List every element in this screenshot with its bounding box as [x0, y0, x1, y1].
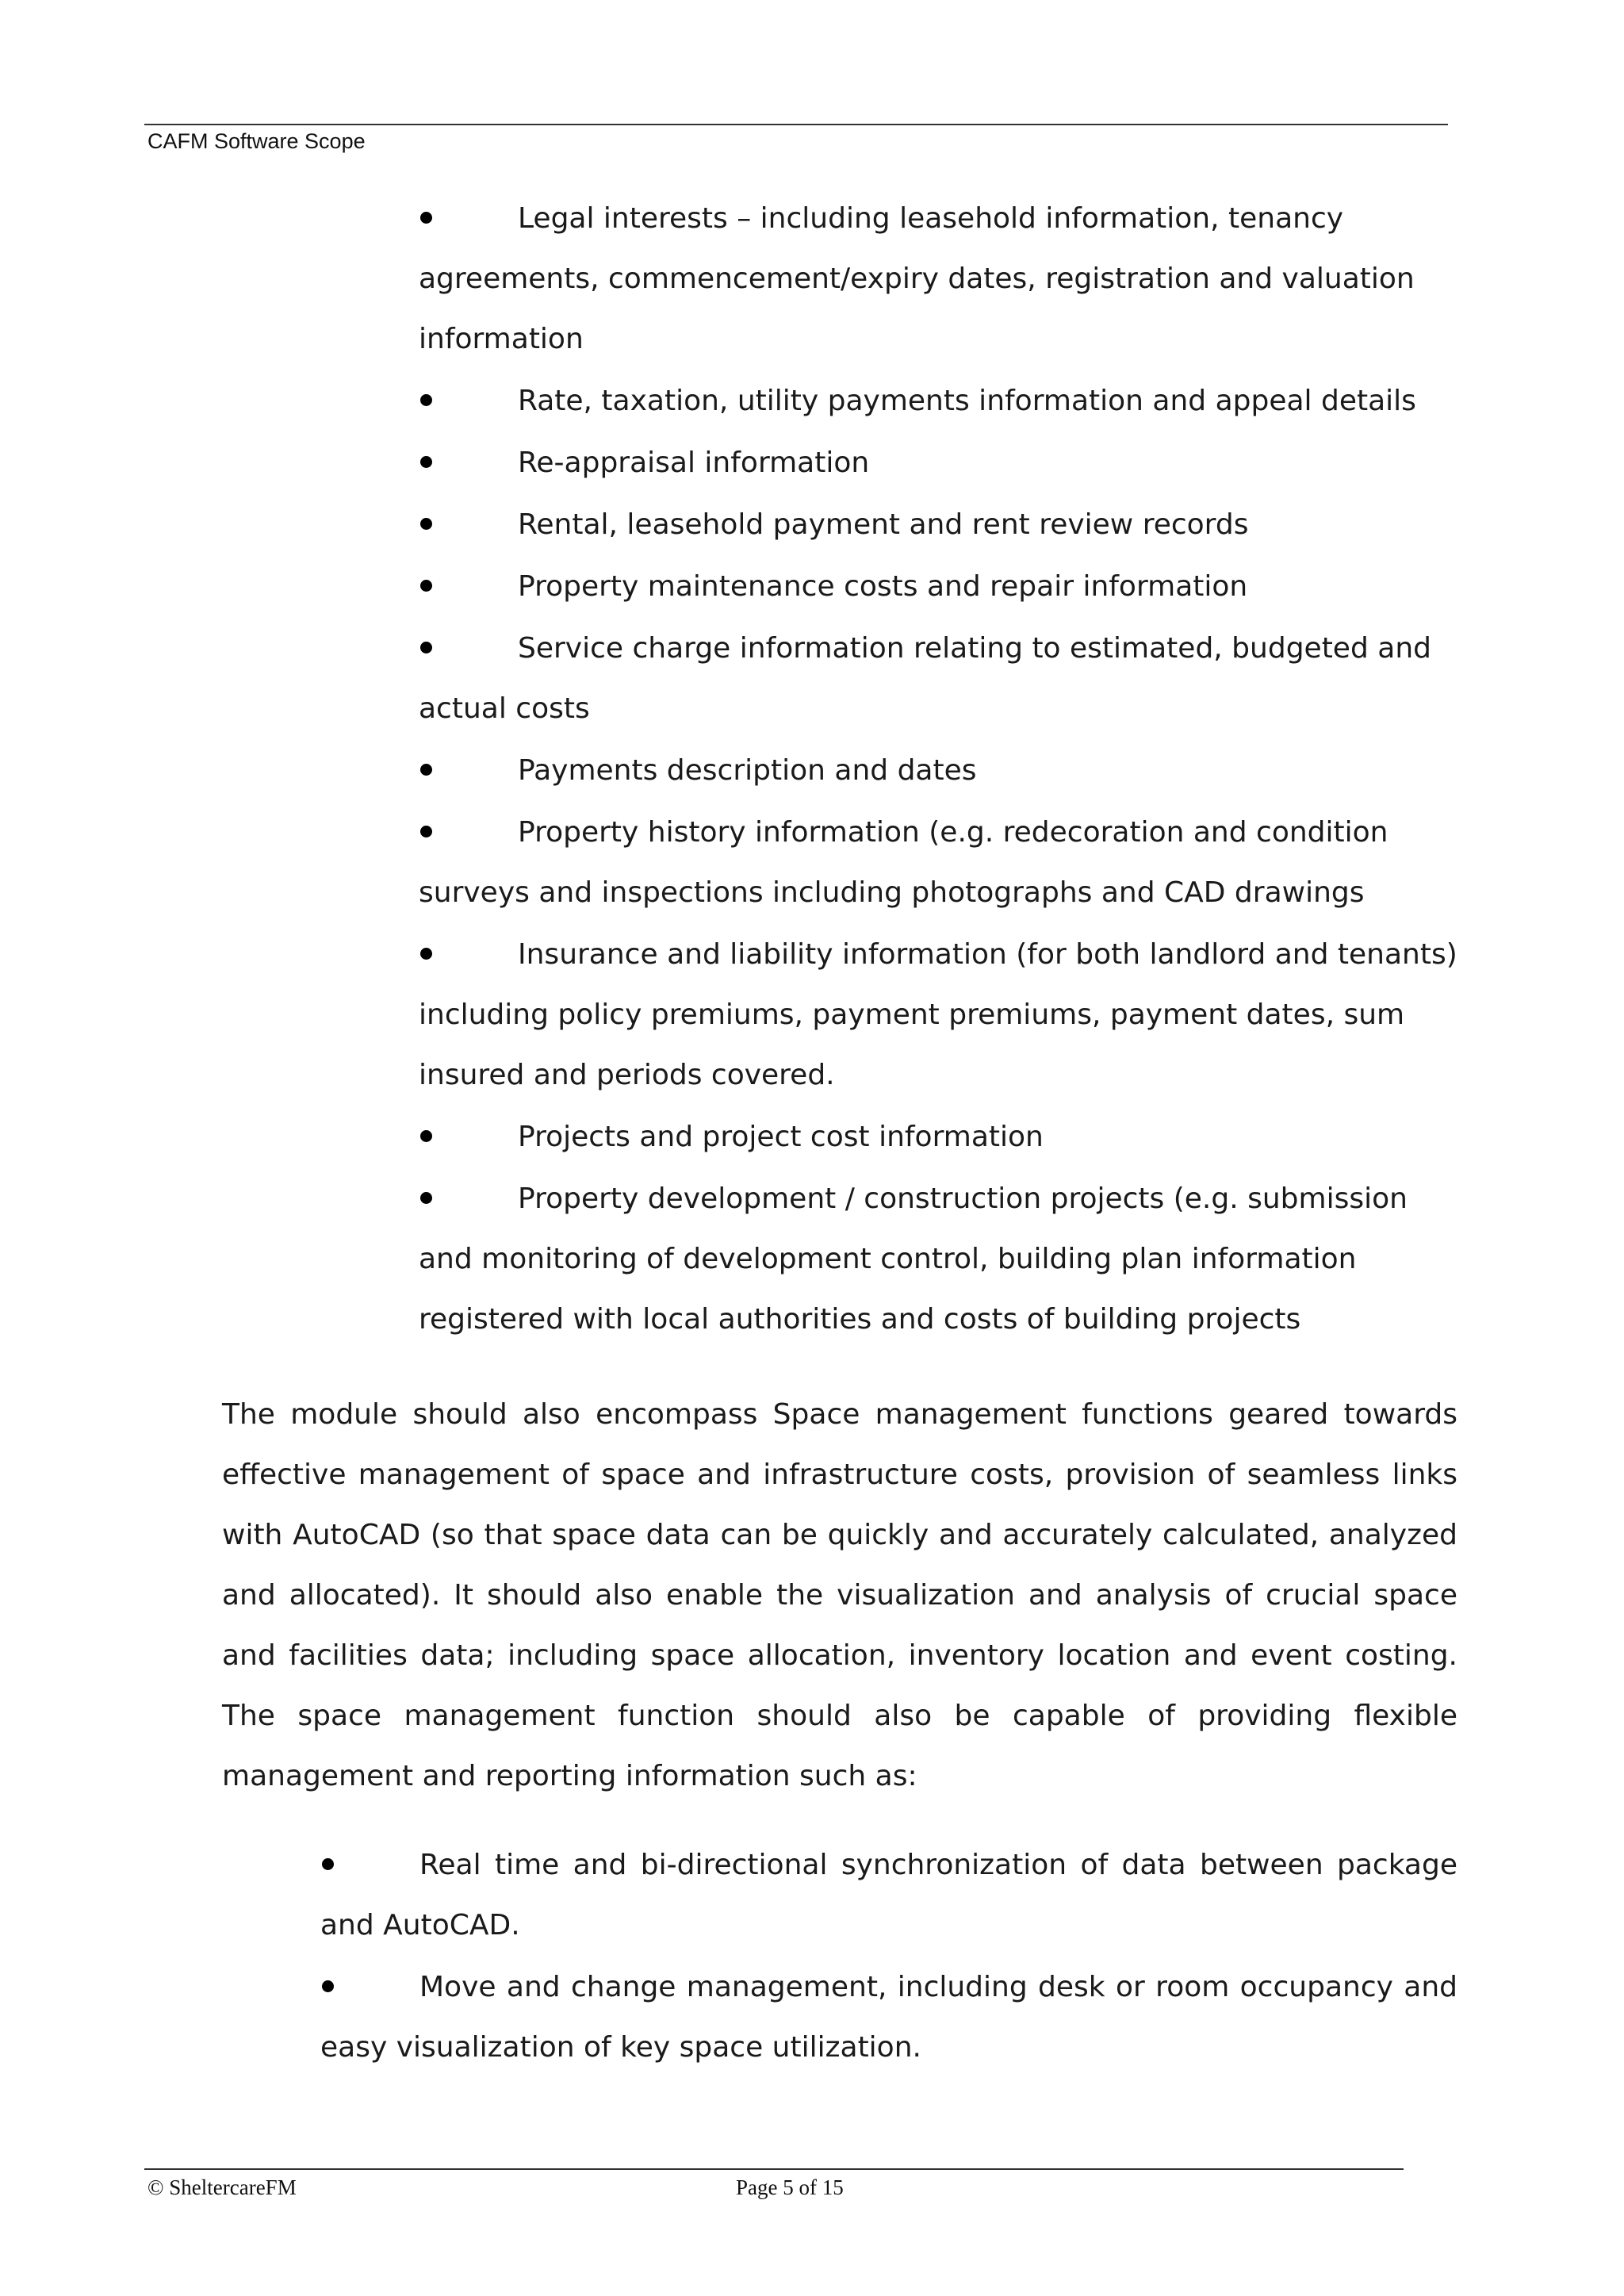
header-rule: [144, 124, 1448, 125]
footer-page-number: Page 5 of 15: [736, 2175, 844, 2199]
list-item: Move and change management, including desk or room occupancy and easy visualization of key space utilization.: [320, 1957, 1457, 2078]
property-info-list: [419, 189, 1457, 1351]
list-item: Property maintenance costs and repair information: [419, 557, 1457, 617]
bullet-icon: [419, 1169, 518, 1229]
bullet-icon: [419, 189, 518, 249]
list-item: Legal interests – including leasehold information, tenancy agreements, commencement/expiry dates, registration and valuation information: [419, 189, 1457, 370]
space-management-paragraph: The module should also encompass Space management functions geared towards effective management of space and infrastructure costs, provision of seamless links with AutoCAD (so that space data can be quickly and accurately calculated, analyzed and allocated). It should also enable the visualization and analysis of crucial space and facilities data; including space allocation, inventory location and event costing. The space management function should also be capable of providing flexible management and reporting information such as:: [222, 1398, 1457, 1792]
list-item: Real time and bi-directional synchronization of data between package and AutoCAD.: [320, 1835, 1457, 1956]
list-item: Payments description and dates: [419, 741, 1457, 801]
list-item: Property history information (e.g. redecoration and condition surveys and inspections including photographs and CAD drawings: [419, 803, 1457, 923]
footer-copyright: © SheltercareFM: [147, 2175, 297, 2199]
bullet-icon: [419, 495, 518, 555]
bullet-icon: [419, 557, 518, 617]
list-item: Property development / construction projects (e.g. submission and monitoring of development control, building plan information registered with local authorities and costs of building projects: [419, 1169, 1457, 1350]
bullet-icon: [419, 803, 518, 863]
list-item: Re-appraisal information: [419, 433, 1457, 493]
bullet-icon: [419, 619, 518, 679]
bullet-icon: [419, 1107, 518, 1167]
list-item: Projects and project cost information: [419, 1107, 1457, 1167]
bullet-icon: [419, 371, 518, 431]
bullet-icon: [419, 741, 518, 801]
list-item: Rate, taxation, utility payments information and appeal details: [419, 371, 1457, 431]
bullet-icon: [419, 925, 518, 985]
bullet-icon: [320, 1957, 419, 2018]
header-title: CAFM Software Scope: [147, 129, 366, 153]
list-item: Insurance and liability information (for both landlord and tenants) including policy premiums, payment premiums, payment dates, sum insured and periods covered.: [419, 925, 1457, 1106]
footer-rule: [144, 2168, 1404, 2170]
list-item: Rental, leasehold payment and rent review records: [419, 495, 1457, 555]
list-item: Service charge information relating to estimated, budgeted and actual costs: [419, 619, 1457, 739]
bullet-icon: [419, 433, 518, 493]
bullet-icon: [320, 1835, 419, 1895]
space-management-list: [320, 1835, 1457, 2079]
